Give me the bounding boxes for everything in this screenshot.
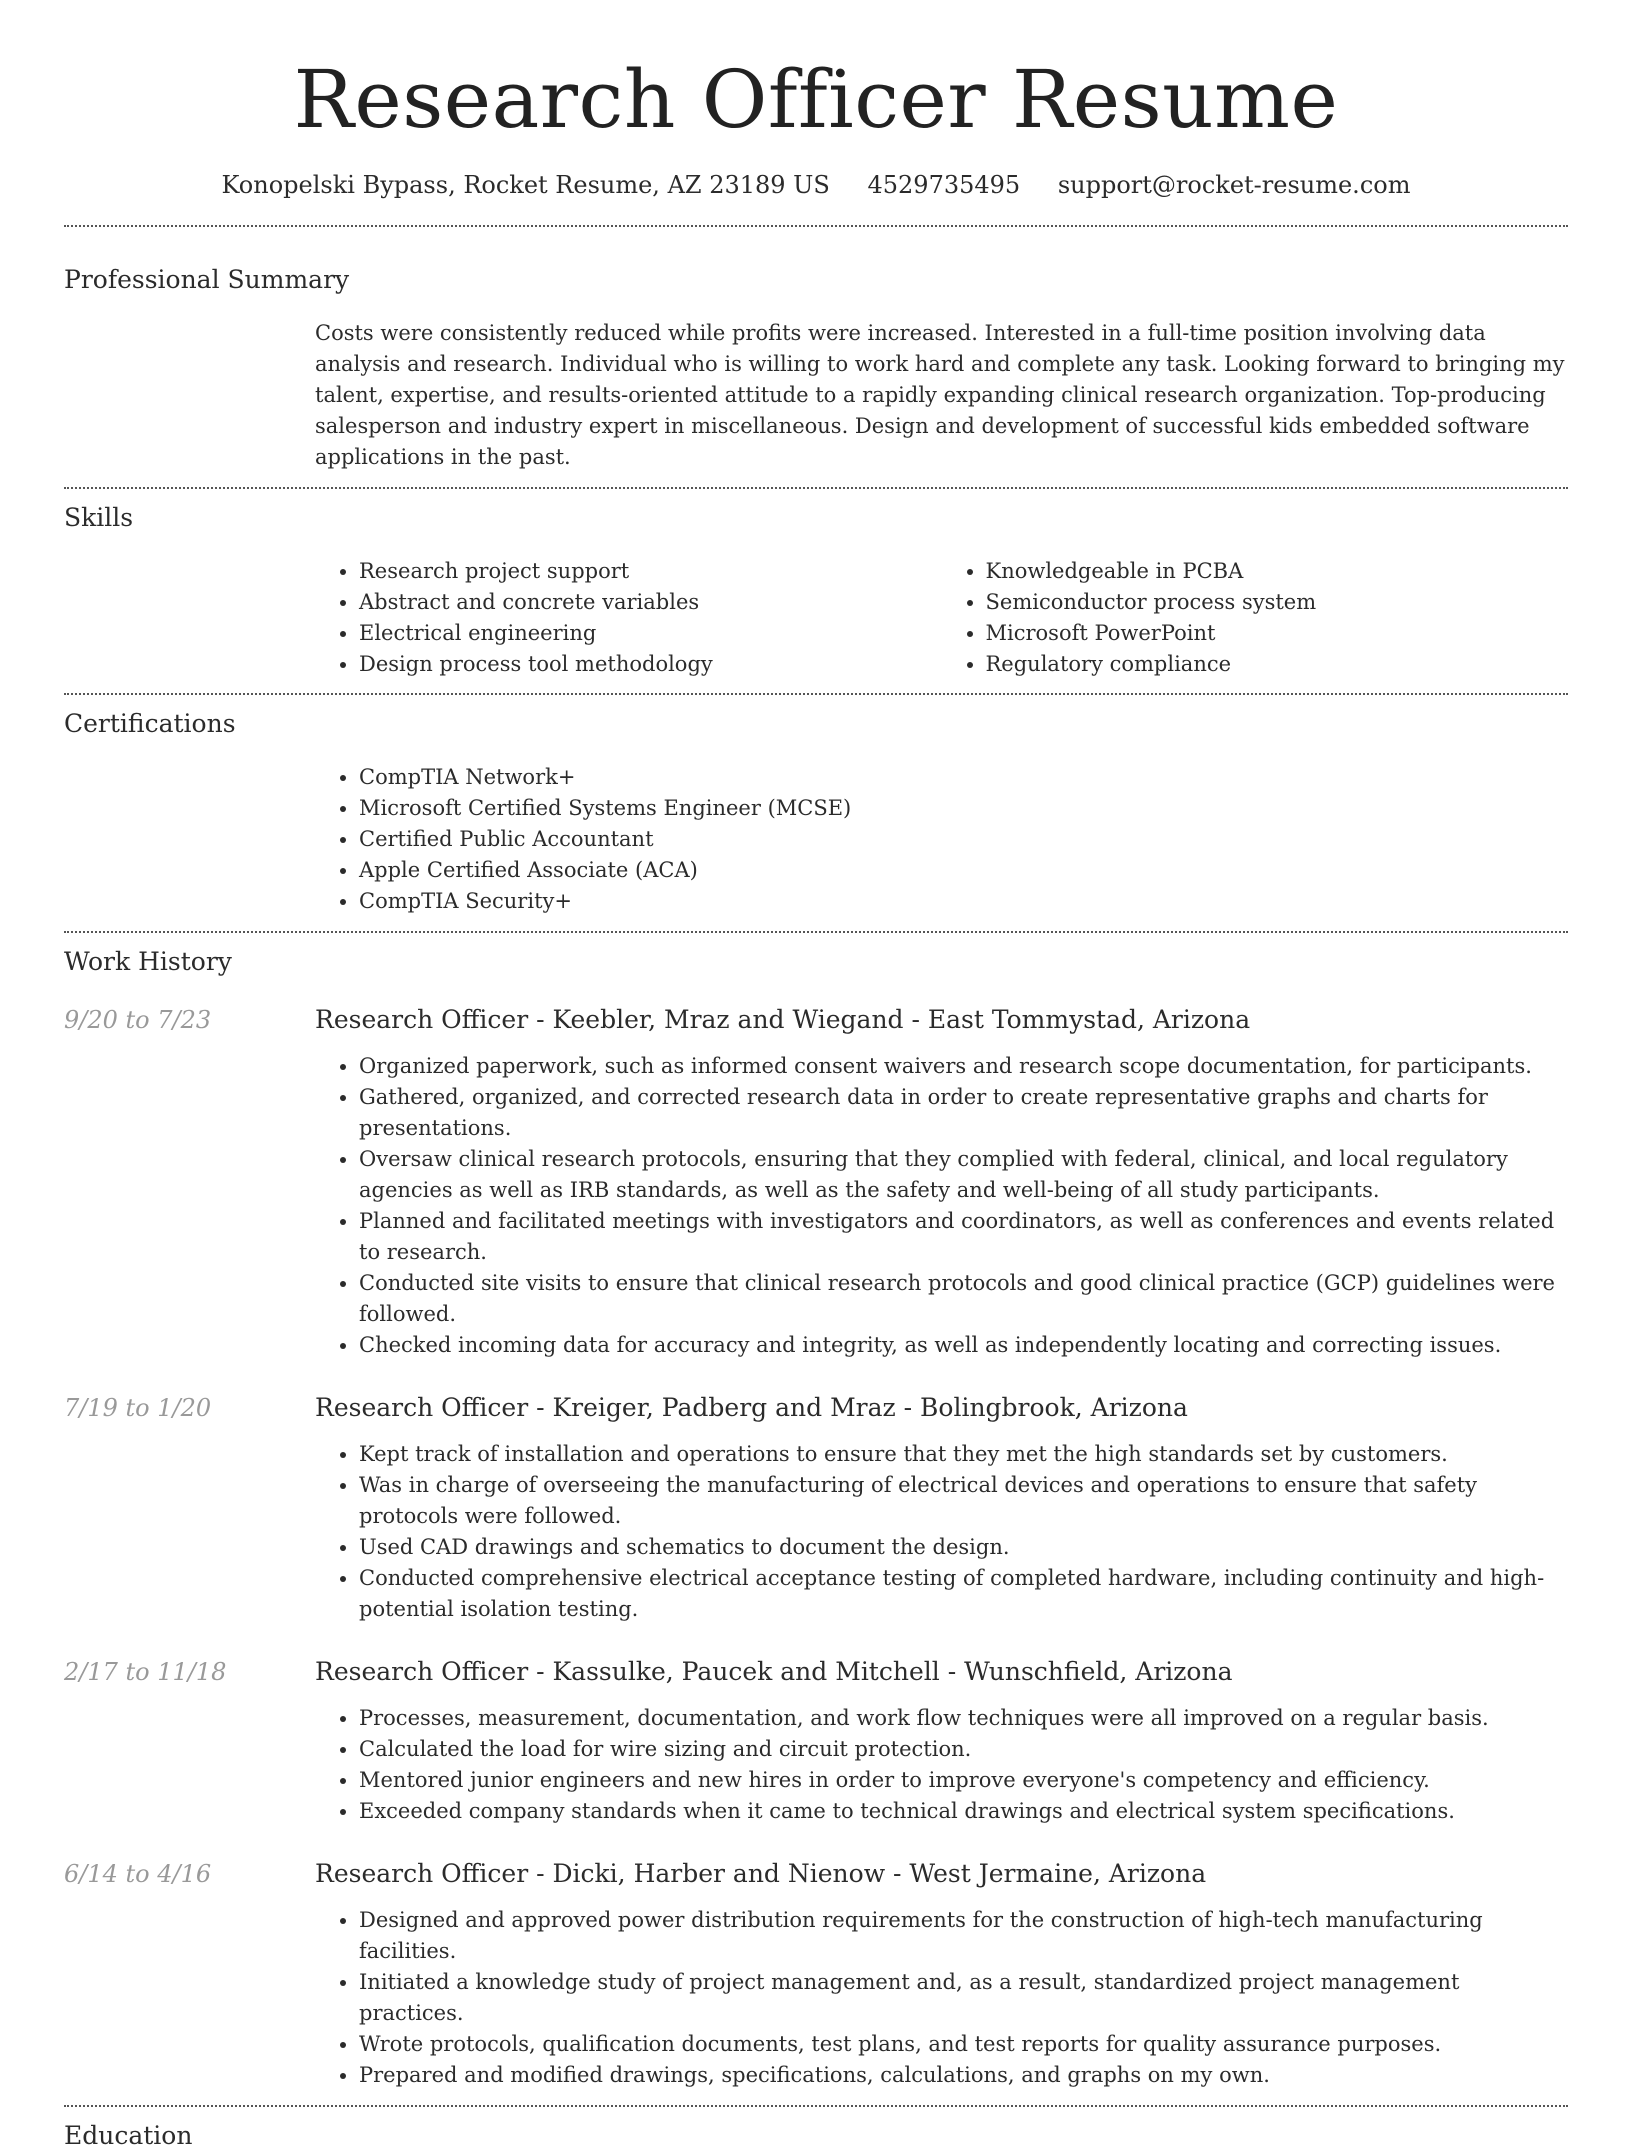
job-bullet: • Oversaw clinical research protocols, ensuring that they complied with federal, clinical, and local regulatory agencies as well as IRB standards, as well as the safety and well-being of all study participants. bbox=[359, 1144, 1568, 1206]
job-bullet: • Used CAD drawings and schematics to document the design. bbox=[359, 1532, 1568, 1563]
job-entry bbox=[64, 1655, 1568, 1827]
skills-list-left bbox=[315, 556, 942, 680]
contact-phone: 4529735495 bbox=[867, 171, 1021, 199]
job-title: Research Officer - Kassulke, Paucek and Mitchell - Wunschfield, Arizona bbox=[315, 1657, 1233, 1686]
summary-section bbox=[315, 318, 1568, 473]
certification-item: • CompTIA Security+ bbox=[359, 886, 1568, 917]
job-entry bbox=[64, 1857, 1568, 2091]
job-bullet: • Planned and facilitated meetings with investigators and coordinators, as well as conferences and events related to research. bbox=[359, 1206, 1568, 1268]
skill-item: • Knowledgeable in PCBA bbox=[986, 556, 1569, 587]
job-bullet: • Calculated the load for wire sizing and circuit protection. bbox=[359, 1734, 1568, 1765]
contact-address: Konopelski Bypass, Rocket Resume, AZ 23189 US bbox=[221, 171, 830, 199]
job-bullet: • Prepared and modified drawings, specifications, calculations, and graphs on my own. bbox=[359, 2060, 1568, 2091]
job-bullet: • Gathered, organized, and corrected research data in order to create representative graphs and charts for presentations. bbox=[359, 1082, 1568, 1144]
job-details bbox=[315, 1905, 1568, 2091]
contact-line bbox=[64, 168, 1568, 202]
skill-item: • Electrical engineering bbox=[359, 618, 942, 649]
job-details bbox=[315, 1439, 1568, 1625]
job-bullet: • Processes, measurement, documentation, and work flow techniques were all improved on a regular basis. bbox=[359, 1703, 1568, 1734]
certification-item: • Certified Public Accountant bbox=[359, 824, 1568, 855]
certification-item: • CompTIA Network+ bbox=[359, 762, 1568, 793]
job-bullet: • Checked incoming data for accuracy and integrity, as well as independently locating and correcting issues. bbox=[359, 1330, 1568, 1361]
job-details bbox=[315, 1703, 1568, 1827]
certifications-heading: Certifications bbox=[64, 709, 236, 738]
skill-item: • Design process tool methodology bbox=[359, 649, 942, 680]
skill-item: • Research project support bbox=[359, 556, 942, 587]
job-title: Research Officer - Kreiger, Padberg and Mraz - Bolingbrook, Arizona bbox=[315, 1393, 1188, 1422]
job-title: Research Officer - Keebler, Mraz and Wiegand - East Tommystad, Arizona bbox=[315, 1005, 1251, 1034]
summary-text: Costs were consistently reduced while profits were increased. Interested in a full-time position involving data analysis and research. Individual who is willing to work hard and complete any task. Looking forward to bringing my talent, expertise, and results-oriented attitude to a rapidly expanding clinical research organization. Top-producing salesperson and industry expert in miscellaneous. Design and development of successful kids embedded software applications in the past. bbox=[315, 321, 1565, 469]
certification-item: • Apple Certified Associate (ACA) bbox=[359, 855, 1568, 886]
job-dates: 7/19 to 1/20 bbox=[64, 1394, 212, 1422]
skills-grid bbox=[315, 556, 1568, 680]
job-bullet: • Conducted site visits to ensure that clinical research protocols and good clinical practice (GCP) guidelines were followed. bbox=[359, 1268, 1568, 1330]
job-bullet: • Exceeded company standards when it came to technical drawings and electrical system specifications. bbox=[359, 1796, 1568, 1827]
contact-email: support@rocket-resume.com bbox=[1057, 171, 1411, 199]
job-bullets bbox=[315, 1051, 1568, 1361]
work-history-heading: Work History bbox=[64, 947, 232, 976]
resume-title: Research Officer Resume bbox=[293, 53, 1339, 146]
job-bullet: • Initiated a knowledge study of project management and, as a result, standardized project management practices. bbox=[359, 1967, 1568, 2029]
job-details bbox=[315, 1051, 1568, 1361]
skills-list-right bbox=[942, 556, 1569, 680]
certifications-list bbox=[315, 762, 1568, 917]
job-bullet: • Wrote protocols, qualification documents, test plans, and test reports for quality assurance purposes. bbox=[359, 2029, 1568, 2060]
job-bullet: • Conducted comprehensive electrical acceptance testing of completed hardware, including continuity and high-potential isolation testing. bbox=[359, 1563, 1568, 1625]
education-heading: Education bbox=[64, 2121, 193, 2150]
job-bullets bbox=[315, 1439, 1568, 1625]
job-bullet: • Designed and approved power distribution requirements for the construction of high-tech manufacturing facilities. bbox=[359, 1905, 1568, 1967]
job-bullet: • Organized paperwork, such as informed consent waivers and research scope documentation, for participants. bbox=[359, 1051, 1568, 1082]
job-bullet: • Mentored junior engineers and new hires in order to improve everyone's competency and efficiency. bbox=[359, 1765, 1568, 1796]
job-entry bbox=[64, 1003, 1568, 1361]
skill-item: • Regulatory compliance bbox=[986, 649, 1569, 680]
skills-heading: Skills bbox=[64, 503, 134, 532]
skill-item: • Semiconductor process system bbox=[986, 587, 1569, 618]
job-dates: 6/14 to 4/16 bbox=[64, 1860, 212, 1888]
job-dates: 2/17 to 11/18 bbox=[64, 1658, 227, 1686]
job-bullets bbox=[315, 1703, 1568, 1827]
job-dates: 9/20 to 7/23 bbox=[64, 1006, 212, 1034]
skill-item: • Microsoft PowerPoint bbox=[986, 618, 1569, 649]
job-bullet: • Kept track of installation and operations to ensure that they met the high standards set by customers. bbox=[359, 1439, 1568, 1470]
summary-heading: Professional Summary bbox=[64, 265, 350, 294]
certification-item: • Microsoft Certified Systems Engineer (MCSE) bbox=[359, 793, 1568, 824]
job-title: Research Officer - Dicki, Harber and Nienow - West Jermaine, Arizona bbox=[315, 1859, 1207, 1888]
job-bullets bbox=[315, 1905, 1568, 2091]
job-bullet: • Was in charge of overseeing the manufacturing of electrical devices and operations to ensure that safety protocols were followed. bbox=[359, 1470, 1568, 1532]
skills-section bbox=[315, 556, 1568, 680]
resume-page bbox=[64, 0, 1568, 2153]
job-entry bbox=[64, 1391, 1568, 1625]
skill-item: • Abstract and concrete variables bbox=[359, 587, 942, 618]
certifications-section bbox=[315, 762, 1568, 917]
